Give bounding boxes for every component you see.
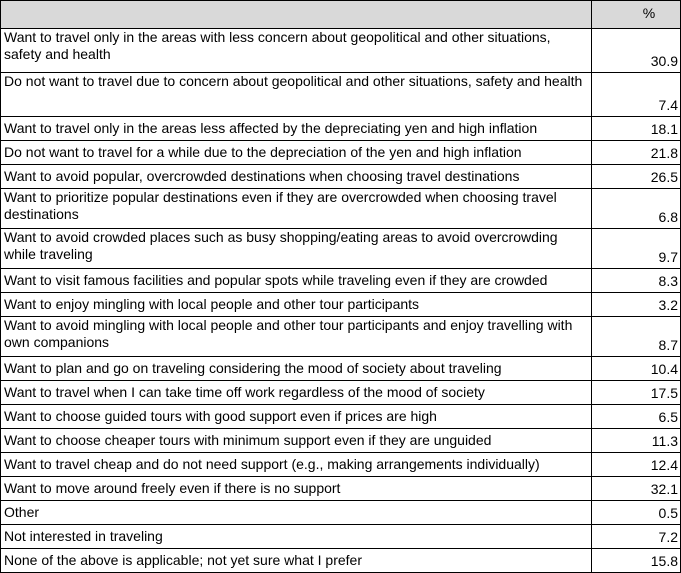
- table-row: [1, 357, 681, 381]
- table-row: [1, 477, 681, 501]
- row-value: 26.5: [592, 165, 681, 189]
- row-label: Do not want to travel due to concern about geopolitical and other situations, safety and health: [1, 73, 592, 117]
- row-value: 11.3: [592, 429, 681, 453]
- row-value: 10.4: [592, 357, 681, 381]
- row-label: Want to enjoy mingling with local people and other tour participants: [1, 293, 592, 317]
- row-value: 8.7: [592, 317, 681, 357]
- row-value: 0.5: [592, 501, 681, 525]
- row-label: Want to move around freely even if there is no support: [1, 477, 592, 501]
- row-value: 8.3: [592, 269, 681, 293]
- header-row: [1, 1, 681, 29]
- row-label: Want to travel cheap and do not need support (e.g., making arrangements individually): [1, 453, 592, 477]
- row-label: Want to travel only in the areas less affected by the depreciating yen and high inflation: [1, 117, 592, 141]
- row-label: Other: [1, 501, 592, 525]
- row-label: Want to choose cheaper tours with minimum support even if they are unguided: [1, 429, 592, 453]
- row-label: Want to visit famous facilities and popular spots while traveling even if they are crowded: [1, 269, 592, 293]
- table-row: [1, 381, 681, 405]
- table-row: [1, 293, 681, 317]
- row-label: Want to plan and go on traveling considering the mood of society about traveling: [1, 357, 592, 381]
- row-label: Not interested in traveling: [1, 525, 592, 549]
- row-value: 30.9: [592, 29, 681, 73]
- row-value: 18.1: [592, 117, 681, 141]
- table-row: [1, 429, 681, 453]
- row-value: 17.5: [592, 381, 681, 405]
- row-value: 32.1: [592, 477, 681, 501]
- row-label: None of the above is applicable; not yet sure what I prefer: [1, 549, 592, 573]
- row-value: 6.5: [592, 405, 681, 429]
- table-row: [1, 453, 681, 477]
- table-row: [1, 501, 681, 525]
- table-row: [1, 525, 681, 549]
- row-value: 21.8: [592, 141, 681, 165]
- row-value: 3.2: [592, 293, 681, 317]
- table-row: [1, 29, 681, 73]
- table-row: [1, 165, 681, 189]
- row-label: Do not want to travel for a while due to the depreciation of the yen and high inflation: [1, 141, 592, 165]
- table-row: [1, 317, 681, 357]
- row-value: 6.8: [592, 189, 681, 229]
- row-value: 15.8: [592, 549, 681, 573]
- header-percent-cell: %: [592, 1, 681, 29]
- row-value: 9.7: [592, 229, 681, 269]
- row-label: Want to travel only in the areas with less concern about geopolitical and other situations, safety and health: [1, 29, 592, 73]
- table-row: [1, 405, 681, 429]
- table-row: [1, 549, 681, 573]
- table-row: [1, 141, 681, 165]
- table-row: [1, 117, 681, 141]
- row-label: Want to avoid popular, overcrowded destinations when choosing travel destinations: [1, 165, 592, 189]
- row-label: Want to avoid crowded places such as busy shopping/eating areas to avoid overcrowding while traveling: [1, 229, 592, 269]
- row-value: 7.4: [592, 73, 681, 117]
- row-label: Want to travel when I can take time off work regardless of the mood of society: [1, 381, 592, 405]
- table-row: [1, 189, 681, 229]
- table-row: [1, 229, 681, 269]
- header-label-cell: [1, 1, 592, 29]
- row-value: 7.2: [592, 525, 681, 549]
- table-row: [1, 269, 681, 293]
- row-label: Want to choose guided tours with good support even if prices are high: [1, 405, 592, 429]
- row-value: 12.4: [592, 453, 681, 477]
- table-row: [1, 73, 681, 117]
- row-label: Want to avoid mingling with local people and other tour participants and enjoy travelling with own companions: [1, 317, 592, 357]
- row-label: Want to prioritize popular destinations even if they are overcrowded when choosing travel destinations: [1, 189, 592, 229]
